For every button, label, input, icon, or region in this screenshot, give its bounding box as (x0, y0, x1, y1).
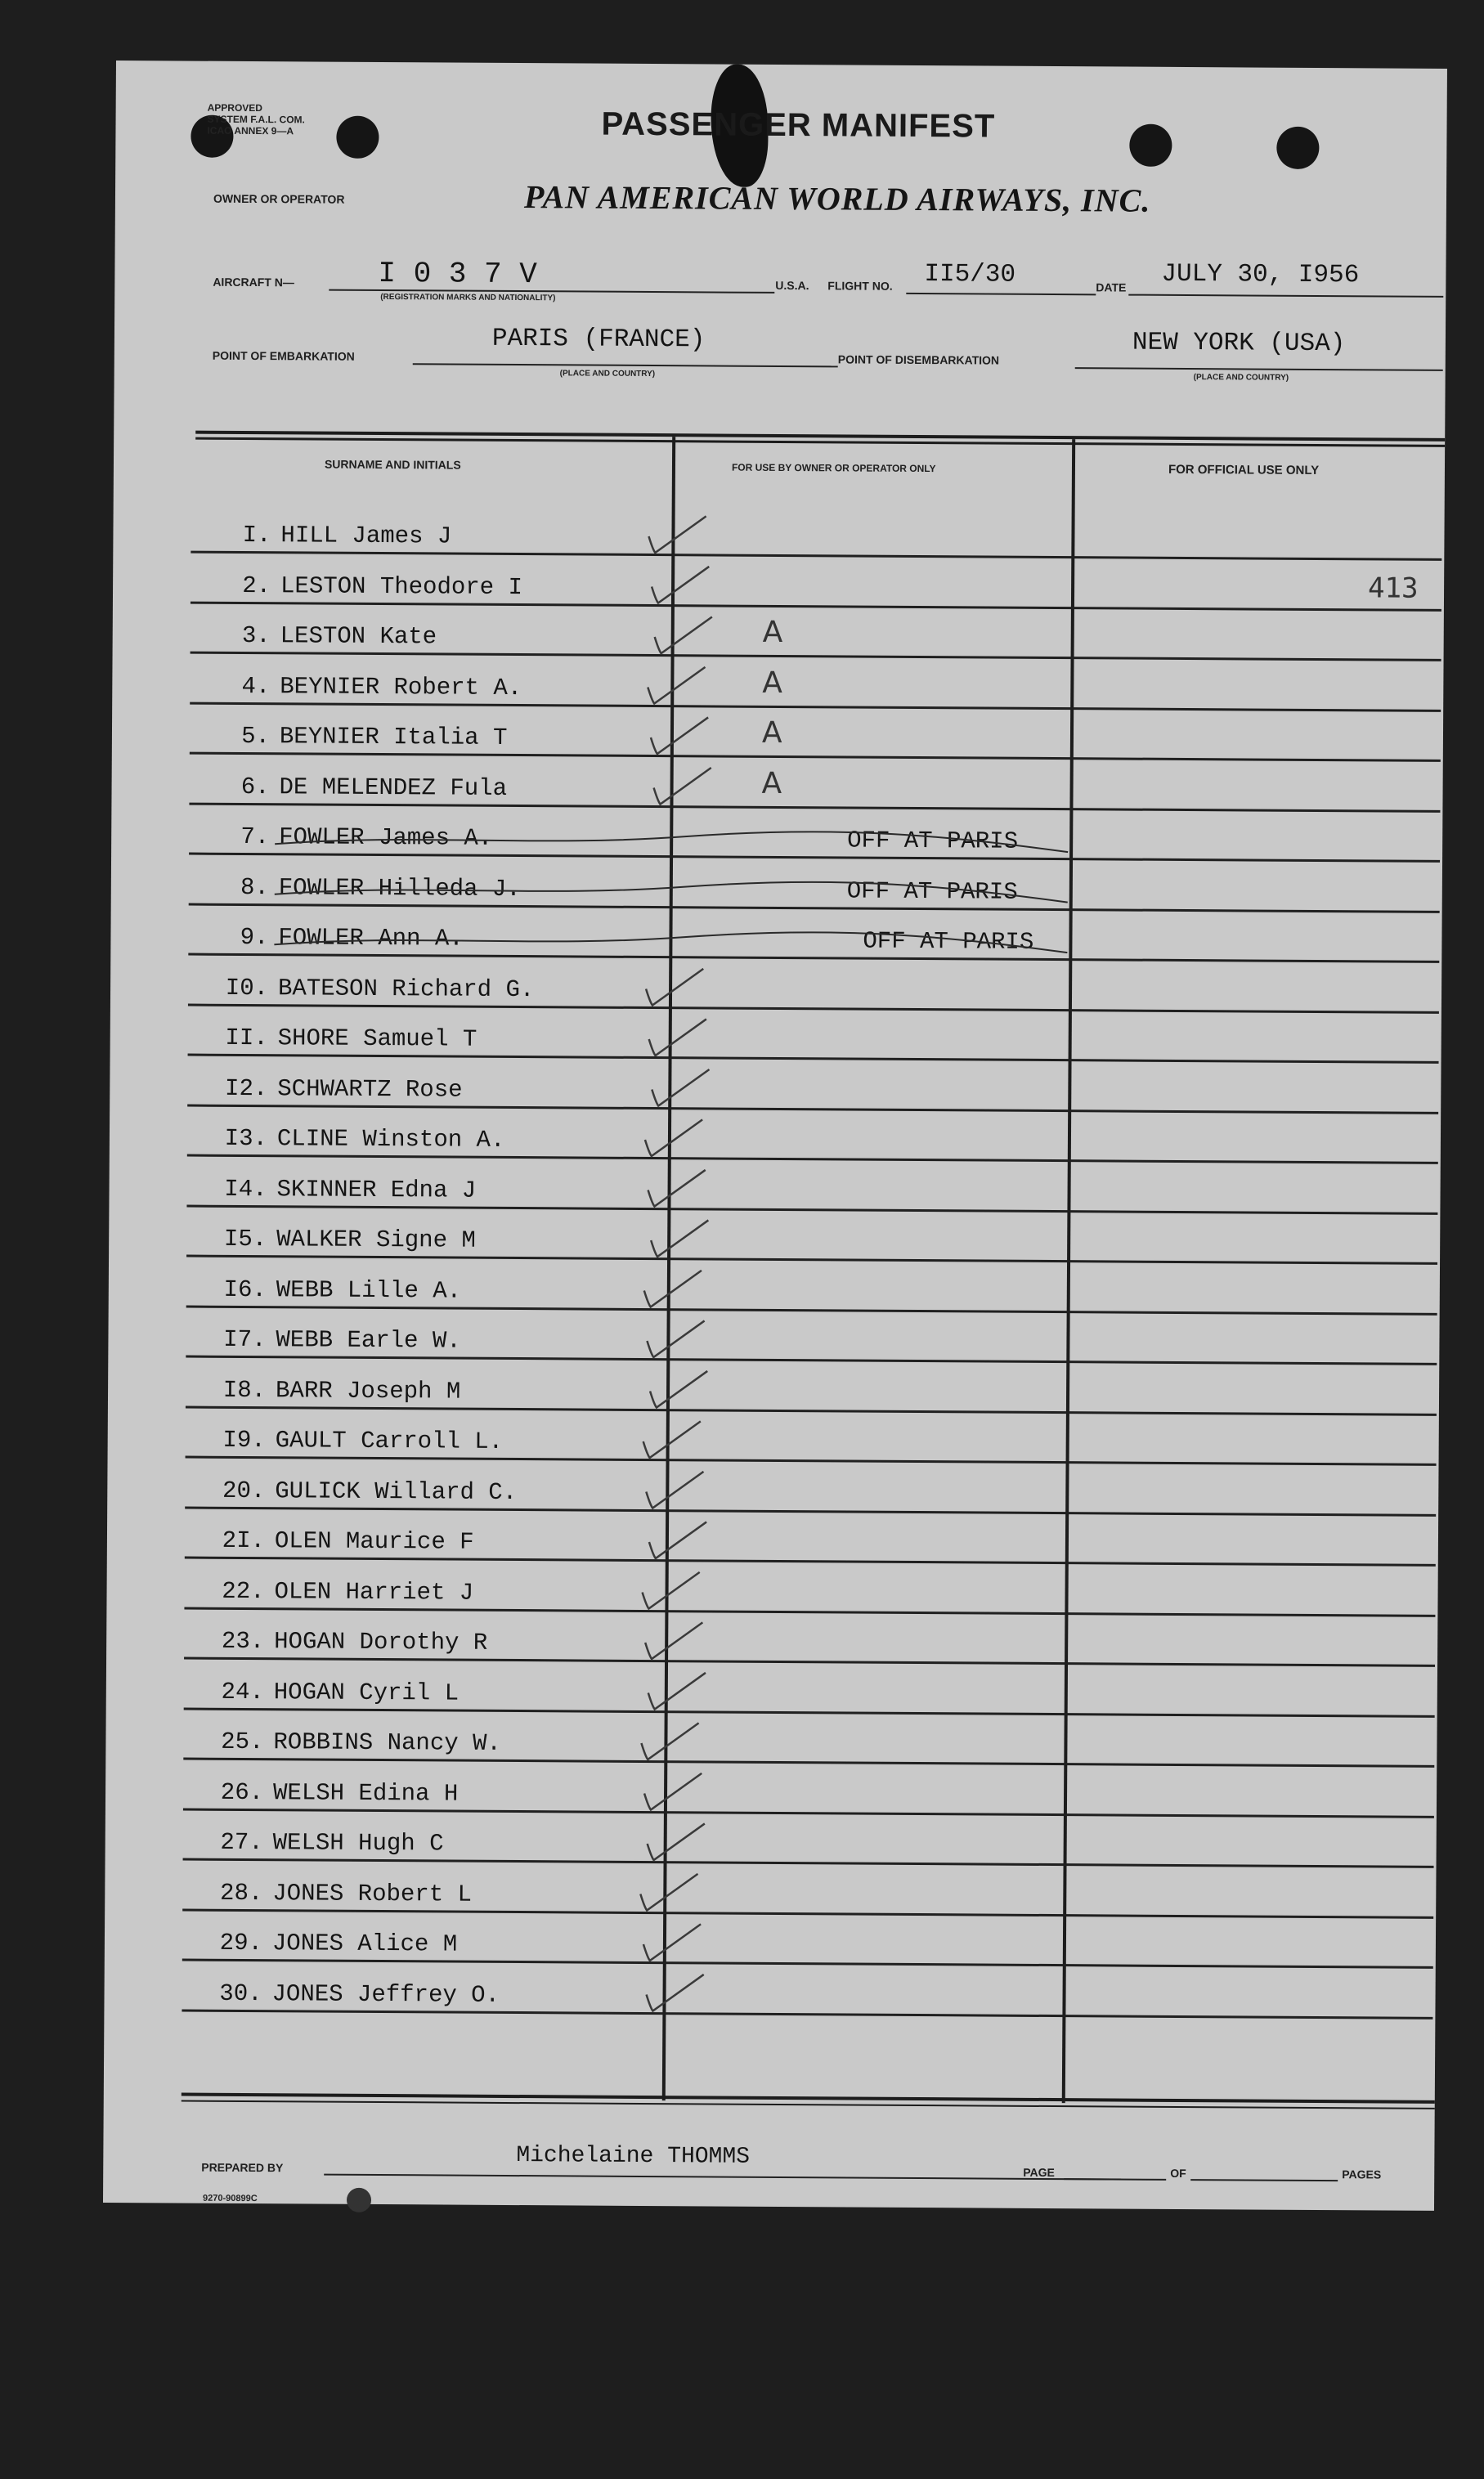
passenger-name: SCHWARTZ Rose (277, 1074, 463, 1104)
check-mark (648, 516, 706, 553)
passenger-number: 29. (219, 1929, 263, 1957)
check-mark (645, 1119, 702, 1156)
owner-label: OWNER OR OPERATOR (213, 191, 345, 206)
check-mark (643, 1924, 701, 1961)
passenger-name: WALKER Signe M (276, 1226, 476, 1254)
check-mark (644, 1270, 702, 1307)
passenger-name: DE MELENDEZ Fula (279, 773, 508, 802)
check-mark (646, 1975, 703, 2011)
operator-mark: A (761, 766, 782, 800)
passenger-number: 9. (240, 923, 269, 952)
passenger-number: I7. (223, 1325, 267, 1354)
passenger-number: 8. (240, 873, 269, 901)
check-mark (648, 1673, 706, 1710)
passenger-number: 2. (242, 572, 271, 599)
column-header-surname: SURNAME AND INITIALS (324, 457, 461, 472)
passenger-name: BARR Joseph M (275, 1376, 461, 1405)
disembarkation-label: POINT OF DISEMBARKATION (837, 352, 1000, 367)
approval-stamp: APPROVED SYSTEM F.A.L. COM. ICAO ANNEX 9—A (207, 101, 305, 137)
passenger-name: FOWLER James A. (279, 823, 493, 852)
passenger-name: GAULT Carroll L. (275, 1427, 504, 1455)
passenger-number: 3. (241, 621, 271, 650)
check-mark (648, 666, 705, 703)
strike-line (275, 827, 1068, 855)
usa-label: U.S.A. (775, 278, 809, 293)
check-mark (648, 1823, 705, 1860)
check-mark (652, 567, 709, 603)
place-note-2: (PLACE AND COUNTRY) (1193, 373, 1289, 383)
passenger-number: 25. (221, 1728, 264, 1756)
operator-remark: OFF AT PARIS (846, 876, 1018, 906)
strike-line (274, 929, 1067, 953)
flight-value: II5/30 (924, 260, 1016, 289)
check-mark (643, 1421, 701, 1458)
passenger-number: I. (242, 521, 271, 549)
passenger-name: BEYNIER Italia T (279, 723, 508, 751)
passenger-number: I8. (222, 1376, 267, 1404)
passenger-number: 4. (241, 672, 271, 700)
passenger-name: WELSH Hugh C (272, 1829, 444, 1858)
passenger-number: I5. (223, 1225, 267, 1253)
embarkation-label: POINT OF EMBARKATION (212, 348, 355, 363)
operator-mark: A (761, 715, 782, 750)
company-name: PAN AMERICAN WORLD AIRWAYS, INC. (523, 178, 1151, 219)
form-number: 9270-90899C (202, 2193, 258, 2204)
check-mark (647, 1320, 704, 1357)
strike-line (275, 876, 1068, 906)
passenger-name: OLEN Harriet J (274, 1577, 474, 1607)
date-label: DATE (1096, 280, 1127, 294)
pages-label: PAGES (1342, 2167, 1382, 2181)
passenger-name: CLINE Winston A. (276, 1125, 505, 1154)
passenger-number: I3. (224, 1124, 268, 1153)
check-mark (642, 1571, 699, 1608)
check-mark (649, 1019, 706, 1056)
passenger-number: I4. (224, 1175, 267, 1203)
passenger-number: I0. (225, 974, 269, 1002)
passenger-number: 24. (221, 1678, 264, 1706)
aircraft-value: I 0 3 7 V (378, 256, 537, 292)
aircraft-label: AIRCRAFT N— (213, 275, 294, 289)
check-mark (644, 1773, 702, 1809)
passenger-name: HILL James J (280, 522, 452, 550)
passenger-number: 7. (240, 823, 270, 851)
passenger-name: WEBB Earle W. (276, 1326, 461, 1355)
passenger-name: FOWLER Ann A. (278, 924, 464, 953)
passenger-name: LESTON Kate (280, 622, 437, 651)
passenger-name: JONES Jeffrey O. (271, 1979, 500, 2009)
passenger-name: BEYNIER Robert A. (280, 672, 522, 702)
check-mark (646, 968, 703, 1005)
disembarkation-value: NEW YORK (USA) (1132, 328, 1346, 359)
passenger-number: I2. (225, 1074, 268, 1102)
check-mark (653, 768, 711, 805)
passenger-number: I6. (223, 1275, 267, 1303)
check-mark (650, 1371, 707, 1408)
prepared-value: Michelaine THOMMS (516, 2143, 751, 2170)
manifest-sheet (103, 61, 1447, 2211)
passenger-number: 23. (221, 1627, 265, 1656)
passenger-number: 26. (220, 1778, 264, 1806)
passenger-number: 28. (219, 1879, 263, 1907)
registration-note: (REGISTRATION MARKS AND NATIONALITY) (380, 292, 556, 303)
embarkation-value: PARIS (FRANCE) (491, 324, 706, 355)
flight-label: FLIGHT NO. (827, 279, 893, 293)
check-mark (651, 1220, 708, 1257)
operator-remark: OFF AT PARIS (863, 927, 1034, 956)
passenger-name: SKINNER Edna J (276, 1175, 477, 1204)
check-mark (652, 1069, 709, 1106)
check-mark (648, 1170, 705, 1207)
passenger-name: SHORE Samuel T (277, 1024, 477, 1053)
passenger-number: II. (225, 1024, 268, 1052)
check-mark (640, 1873, 697, 1910)
passenger-name: HOGAN Cyril L (273, 1678, 460, 1707)
passenger-number: 2I. (222, 1526, 266, 1555)
passenger-number: 5. (241, 722, 271, 751)
check-marks (103, 61, 1447, 2211)
passenger-number: 6. (240, 773, 270, 800)
page-label: PAGE (1023, 2165, 1055, 2180)
check-mark (655, 616, 712, 653)
place-note-1: (PLACE AND COUNTRY) (559, 369, 656, 379)
check-mark (649, 1522, 706, 1558)
passenger-name: GULICK Willard C. (275, 1477, 518, 1506)
passenger-number: 20. (222, 1477, 266, 1504)
check-mark (645, 1622, 702, 1659)
check-mark (641, 1723, 698, 1760)
passenger-name: OLEN Maurice F (274, 1527, 474, 1556)
operator-mark: A (762, 615, 783, 649)
passenger-name: WELSH Edina H (272, 1778, 459, 1808)
passenger-name: ROBBINS Nancy W. (273, 1728, 501, 1757)
passenger-name: JONES Robert L (272, 1879, 473, 1908)
passenger-name: JONES Alice M (271, 1930, 458, 1958)
column-header-operator: FOR USE BY OWNER OR OPERATOR ONLY (731, 461, 936, 475)
operator-remark: OFF AT PARIS (847, 827, 1019, 855)
official-note: 413 (1367, 571, 1419, 605)
passenger-number: I9. (222, 1426, 266, 1455)
passenger-number: 27. (220, 1828, 263, 1857)
passenger-name: WEBB Lille A. (276, 1275, 462, 1305)
passenger-name: BATESON Richard G. (277, 974, 535, 1003)
column-header-official: FOR OFFICIAL USE ONLY (1168, 462, 1320, 477)
of-label: OF (1170, 2166, 1186, 2181)
passenger-number: 22. (222, 1577, 265, 1605)
passenger-number: 30. (219, 1979, 262, 2007)
check-mark (651, 717, 708, 754)
passenger-name: LESTON Theodore I (280, 572, 523, 601)
passenger-name: HOGAN Dorothy R (274, 1628, 488, 1656)
passenger-name: FOWLER Hilleda J. (278, 873, 521, 903)
prepared-label: PREPARED BY (201, 2160, 284, 2175)
date-value: JULY 30, I956 (1161, 259, 1360, 290)
operator-mark: A (762, 666, 783, 700)
page-title: PASSENGER MANIFEST (601, 105, 996, 145)
check-mark (646, 1471, 703, 1508)
